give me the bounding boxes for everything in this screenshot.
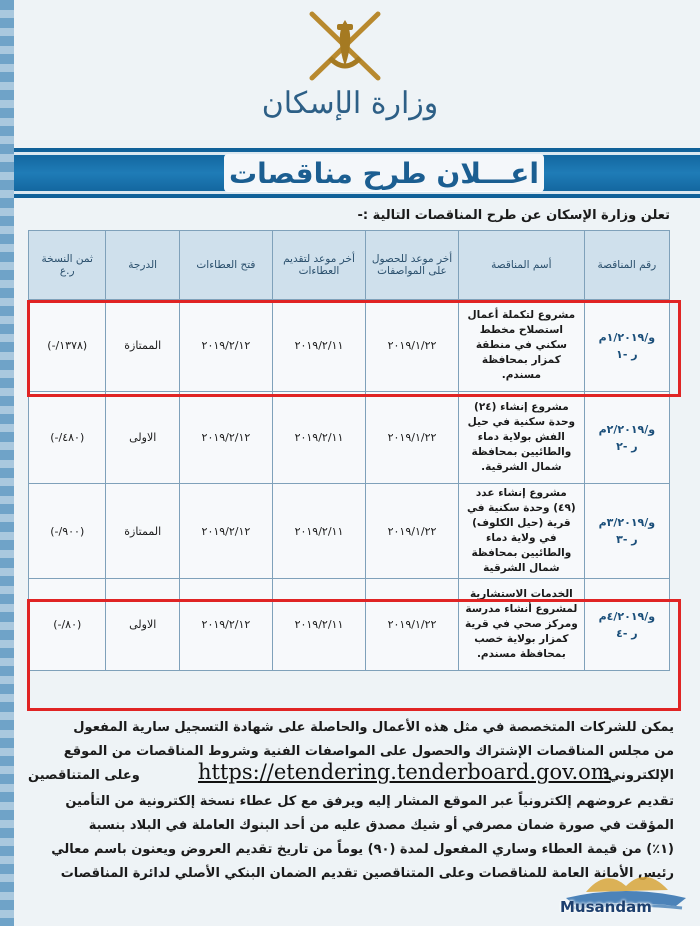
table-row [29,392,670,484]
tender-number-sub: ر -٣ [616,533,638,546]
tender-name: مشروع إنشاء (٢٤) وحدة سكنية في حيل الفش بولاية دماء والطائيين بمحافظة شمال الشرقية. [459,392,585,484]
highlight-box-row-4 [27,599,681,711]
tender-number-main: و/٢/٢٠١٩م [598,422,656,436]
conditions-text [28,716,674,886]
tender-name: مشروع لتكملة أعمال استصلاح مخطط سكني في منطقة كمزار بمحافظة مسندم. [459,300,585,392]
watermark-text: Musandam [560,898,652,916]
bid-opening: ٢٠١٩/٢/١٢ [179,392,272,484]
conditions-line: من مجلس المناقصات الإشتراك والحصول على المواصفات الفنية وشروط المناقصات من الموقع [63,744,674,759]
conditions-line-end: وعلى المتناقصين [28,768,140,783]
grade: الممتازة [106,484,179,579]
bid-opening: ٢٠١٩/٢/١٢ [179,300,272,392]
bid-opening: ٢٠١٩/٢/١٢ [179,579,272,671]
spec-deadline: ٢٠١٩/١/٢٢ [365,484,458,579]
header-spec-deadline: أخر موعد للحصول على المواصفات [365,231,458,300]
grade: الاولى [106,392,179,484]
decorative-stripe [0,0,14,926]
grade: الممتازة [106,300,179,392]
submission-deadline: ٢٠١٩/٢/١١ [272,579,365,671]
spec-deadline: ٢٠١٩/١/٢٢ [365,579,458,671]
copy-price: (٤٨٠/-) [29,392,106,484]
header-copy-price: ثمن النسخة ر.ع [29,231,106,300]
spec-deadline: ٢٠١٩/١/٢٢ [365,392,458,484]
conditions-line: (١٪) من قيمة العطاء وساري المفعول لمدة (٩٠) يوماً من تاريخ تقديم العروض ويعنون باسم معالي [51,842,674,857]
header-submission-deadline: أخر موعد لتقديم العطاءات [272,231,365,300]
oman-emblem-icon [300,6,390,86]
intro-text: تعلن وزارة الإسكان عن طرح المناقصات التالية :- [357,208,670,223]
header-tender-number: رقم المناقصة [584,231,669,300]
grade: الاولى [106,579,179,671]
url-line [28,760,674,790]
submission-deadline: ٢٠١٩/٢/١١ [272,484,365,579]
table-row [29,484,670,579]
submission-deadline: ٢٠١٩/٢/١١ [272,300,365,392]
tender-number [584,484,669,579]
ministry-name: وزارة الإسكان [261,86,439,121]
title-banner-box [224,154,544,192]
conditions-line: المؤقت في صورة ضمان مصرفي أو شيك مصدق عليه من أحد البنوك العاملة في البلاد بنسبة [88,818,674,833]
copy-price: (٨٠/-) [29,579,106,671]
conditions-line: رئيس الأمانة العامة للمناقصات وعلى المتناقصين تقديم الضمان البنكي الأصلي لدائرة المناقصات [60,866,674,881]
tender-number-sub: ر -٢ [616,439,638,453]
tender-name: الخدمات الاستشارية لمشروع أنشاء مدرسة ومركز صحي في قرية كمزار بولاية خصب بمحافظة مسندم. [459,579,585,671]
bid-opening: ٢٠١٩/٢/١٢ [179,484,272,579]
conditions-line: تقديم عروضهم إلكترونياً عبر الموقع المشار إليه ويرفق مع كل عطاء نسخة إلكترونية من التأمين [65,794,674,809]
spec-deadline: ٢٠١٩/١/٢٢ [365,300,458,392]
tender-name: مشروع إنشاء عدد (٤٩) وحدة سكنية في قرية (حيل الكلوف) في ولاية دماء والطائيين بمحافظة شمال الشرقية [459,484,585,579]
submission-deadline: ٢٠١٩/٢/١١ [272,392,365,484]
title-banner [14,148,700,198]
tender-number-main: و/١/٢٠١٩م [598,330,656,344]
conditions-line: يمكن للشركات المتخصصة في مثل هذه الأعمال والحاصلة على شهادة التسجيل سارية المفعول [73,720,674,735]
tender-number-sub: ر -٤ [616,626,638,640]
highlight-box-row-1 [27,300,681,397]
conditions-line-start: الإلكتروني: [602,768,674,783]
copy-price: (٩٠٠/-) [29,484,106,579]
etendering-link[interactable]: https://etendering.tenderboard.gov.om [198,760,611,784]
tender-number-main: و/٣/٢٠١٩م [598,516,656,529]
tender-number-sub: ر -١ [616,347,638,361]
announcement-title: اعـــلان طرح مناقصات [229,156,539,190]
tender-number [584,392,669,484]
copy-price: (١٣٧٨/-) [29,300,106,392]
header-bid-opening: فتح العطاءات [179,231,272,300]
tender-number-main: و/٤/٢٠١٩م [598,609,656,623]
table-header-row [29,231,670,300]
header-grade: الدرجة [106,231,179,300]
header-tender-name: أسم المناقصة [459,231,585,300]
